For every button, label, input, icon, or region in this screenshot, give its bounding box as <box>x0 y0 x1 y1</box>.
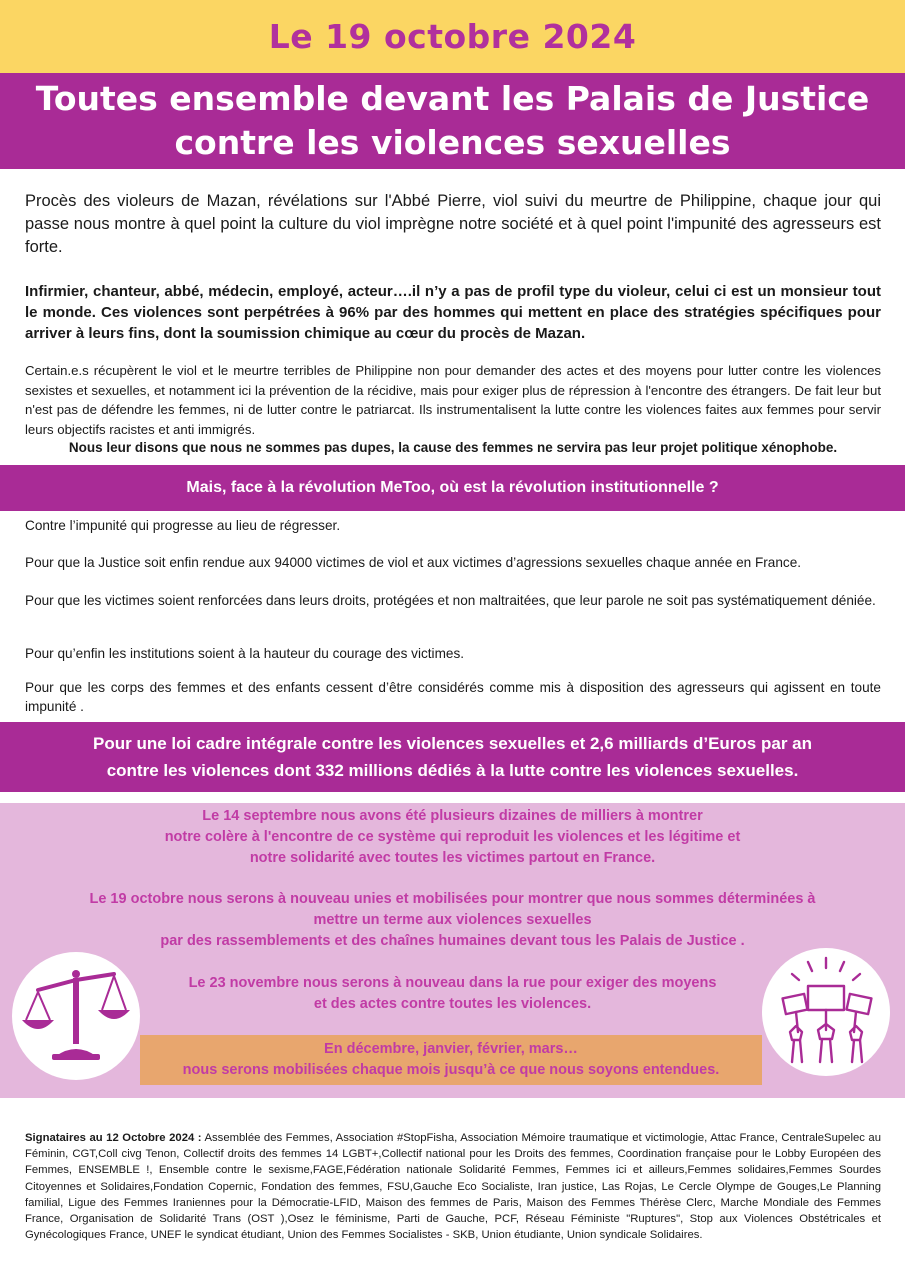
mobilisation-october <box>0 889 905 952</box>
xenophobia-statement: Nous leur disons que nous ne sommes pas dupes, la cause des femmes ne servira pas leur projet politique xénophobe. <box>68 440 838 455</box>
demand-item: Pour qu’enfin les institutions soient à la hauteur du courage des victimes. <box>25 646 465 661</box>
signatories-text: Assemblée des Femmes, Association #StopFisha, Association Mémoire traumatique et victimologie, Attac France, CentraleSupelec au Féminin, CGT,Coll civg Tenon, Collectif droits des femmes 14 LGBT+,Collectif national pour les Droits des femmes, Coordination française pour le Lobby Européen des Femmes, ENSEMBLE !, Ensemble contre le sexisme,FAGE,Fédération nationale Solidarité Femmes, Femmes ici et ailleurs,Femmes solidaires,Femmes Sourdes Citoyennes et Solidaires,Fondation Copernic, Fondation des femmes, FSU,Gauche Eco Socialiste, Iran justice, Las Rojas, Le Cercle Olympe de Gouges,Le Planning familial, Ligue des Femmes Iraniennes pour la Démocratie-LFID, Maison des femmes de Paris, Maison des Femmes Thérèse Clerc, Marche Mondiale des Femmes France, Organisation de Solidarité Trans (OST ),Osez le féminisme, Parti de Gauche, PCF, Réseau Féministe "Ruptures", Stop aux Violences Obstétricales et Gynécologiques France, UNEF le syndicat étudiant, Union des Femmes Socialistes - SKB, Union étudiante, Union syndicale Solidaires. <box>25 1132 881 1242</box>
demand-item: Pour que les victimes soient renforcées dans leurs droits, protégées et non maltraitées, que leur parole ne soit pas systématiquement déniée. <box>25 593 876 608</box>
mobilisation-line: mettre un terme aux violences sexuelles <box>313 912 592 928</box>
intro-paragraph: Procès des violeurs de Mazan, révélations sur l'Abbé Pierre, viol suivi du meurtre de Philippine, chaque jour qui passe nous montre à quel point la culture du viol imprègne notre société et à quel point l'impunité des agresseurs est forte. <box>25 192 881 256</box>
mobilisation-line: Le 23 novembre nous serons à nouveau dans la rue pour exiger des moyens <box>188 975 717 991</box>
mobilisation-line: notre colère à l'encontre de ce système qui reproduit les violences et les légitime et <box>164 829 741 845</box>
mobilisation-september <box>0 806 905 869</box>
demand-item: Pour que les corps des femmes et des enfants cessent d’être considérés comme mis à disposition des agresseurs qui agissent en toute impunité . <box>25 680 881 714</box>
signatories-label: Signataires au 12 Octobre 2024 : <box>25 1132 202 1144</box>
event-date: Le 19 octobre 2024 <box>268 17 637 56</box>
mobilisation-line: En décembre, janvier, février, mars… <box>324 1041 578 1057</box>
date-banner <box>0 0 905 73</box>
law-demand-line-1: Pour une loi cadre intégrale contre les violences sexuelles et 2,6 milliards d’Euros par an <box>93 734 812 753</box>
title-banner <box>0 73 905 169</box>
law-demand-banner <box>0 722 905 792</box>
demand-item: Contre l’impunité qui progresse au lieu de régresser. <box>25 518 341 533</box>
recuperation-paragraph: Certain.e.s récupèrent le viol et le meurtre terribles de Philippine non pour demander des actes et des moyens pour lutter contre les violences sexistes et sexuelles, et notamment ici la prévention de la récidive, mais pour exiger plus de répression à l'encontre des étrangers. De fait leur but n'est pas de défendre les femmes, ni de lutter contre le patriarcat. Ils instrumentalisent la lutte contre les violences faites aux femmes pour servir leurs objectifs racistes et anti immigrés. <box>25 363 881 437</box>
title-line-2: contre les violences sexuelles <box>174 123 731 162</box>
mobilisation-line: notre solidarité avec toutes les victimes partout en France. <box>249 850 656 866</box>
metoo-question-banner: Mais, face à la révolution MeToo, où est la révolution institutionnelle ? <box>0 465 905 511</box>
monthly-mobilisation-box <box>140 1035 762 1085</box>
signatories-list <box>25 1130 881 1243</box>
law-demand-line-2: contre les violences dont 332 millions dédiés à la lutte contre les violences sexuelles. <box>106 761 799 780</box>
protest-fists-icon <box>762 948 890 1076</box>
title-line-1: Toutes ensemble devant les Palais de Justice <box>35 79 870 118</box>
mobilisation-line: nous serons mobilisées chaque mois jusqu’à ce que nous soyons entendues. <box>182 1062 720 1078</box>
profile-paragraph: Infirmier, chanteur, abbé, médecin, employé, acteur….il n’y a pas de profil type du violeur, celui ci est un monsieur tout le monde. Ces violences sont perpétrées à 96% par des hommes qui mettent en place des stratégies spécifiques pour arriver à leurs fins, dont la soumission chimique au cœur du procès de Mazan. <box>25 283 881 342</box>
mobilisation-line: par des rassemblements et des chaînes humaines devant tous les Palais de Justice . <box>160 933 745 949</box>
mobilisation-line: Le 19 octobre nous serons à nouveau unies et mobilisées pour montrer que nous sommes déterminées à <box>89 891 816 907</box>
mobilisation-line: Le 14 septembre nous avons été plusieurs dizaines de milliers à montrer <box>202 808 703 824</box>
mobilisation-line: et des actes contre toutes les violences. <box>313 996 592 1012</box>
demand-item: Pour que la Justice soit enfin rendue aux 94000 victimes de viol et aux victimes d’agressions sexuelles chaque année en France. <box>25 555 802 570</box>
scales-of-justice-icon <box>12 952 140 1080</box>
